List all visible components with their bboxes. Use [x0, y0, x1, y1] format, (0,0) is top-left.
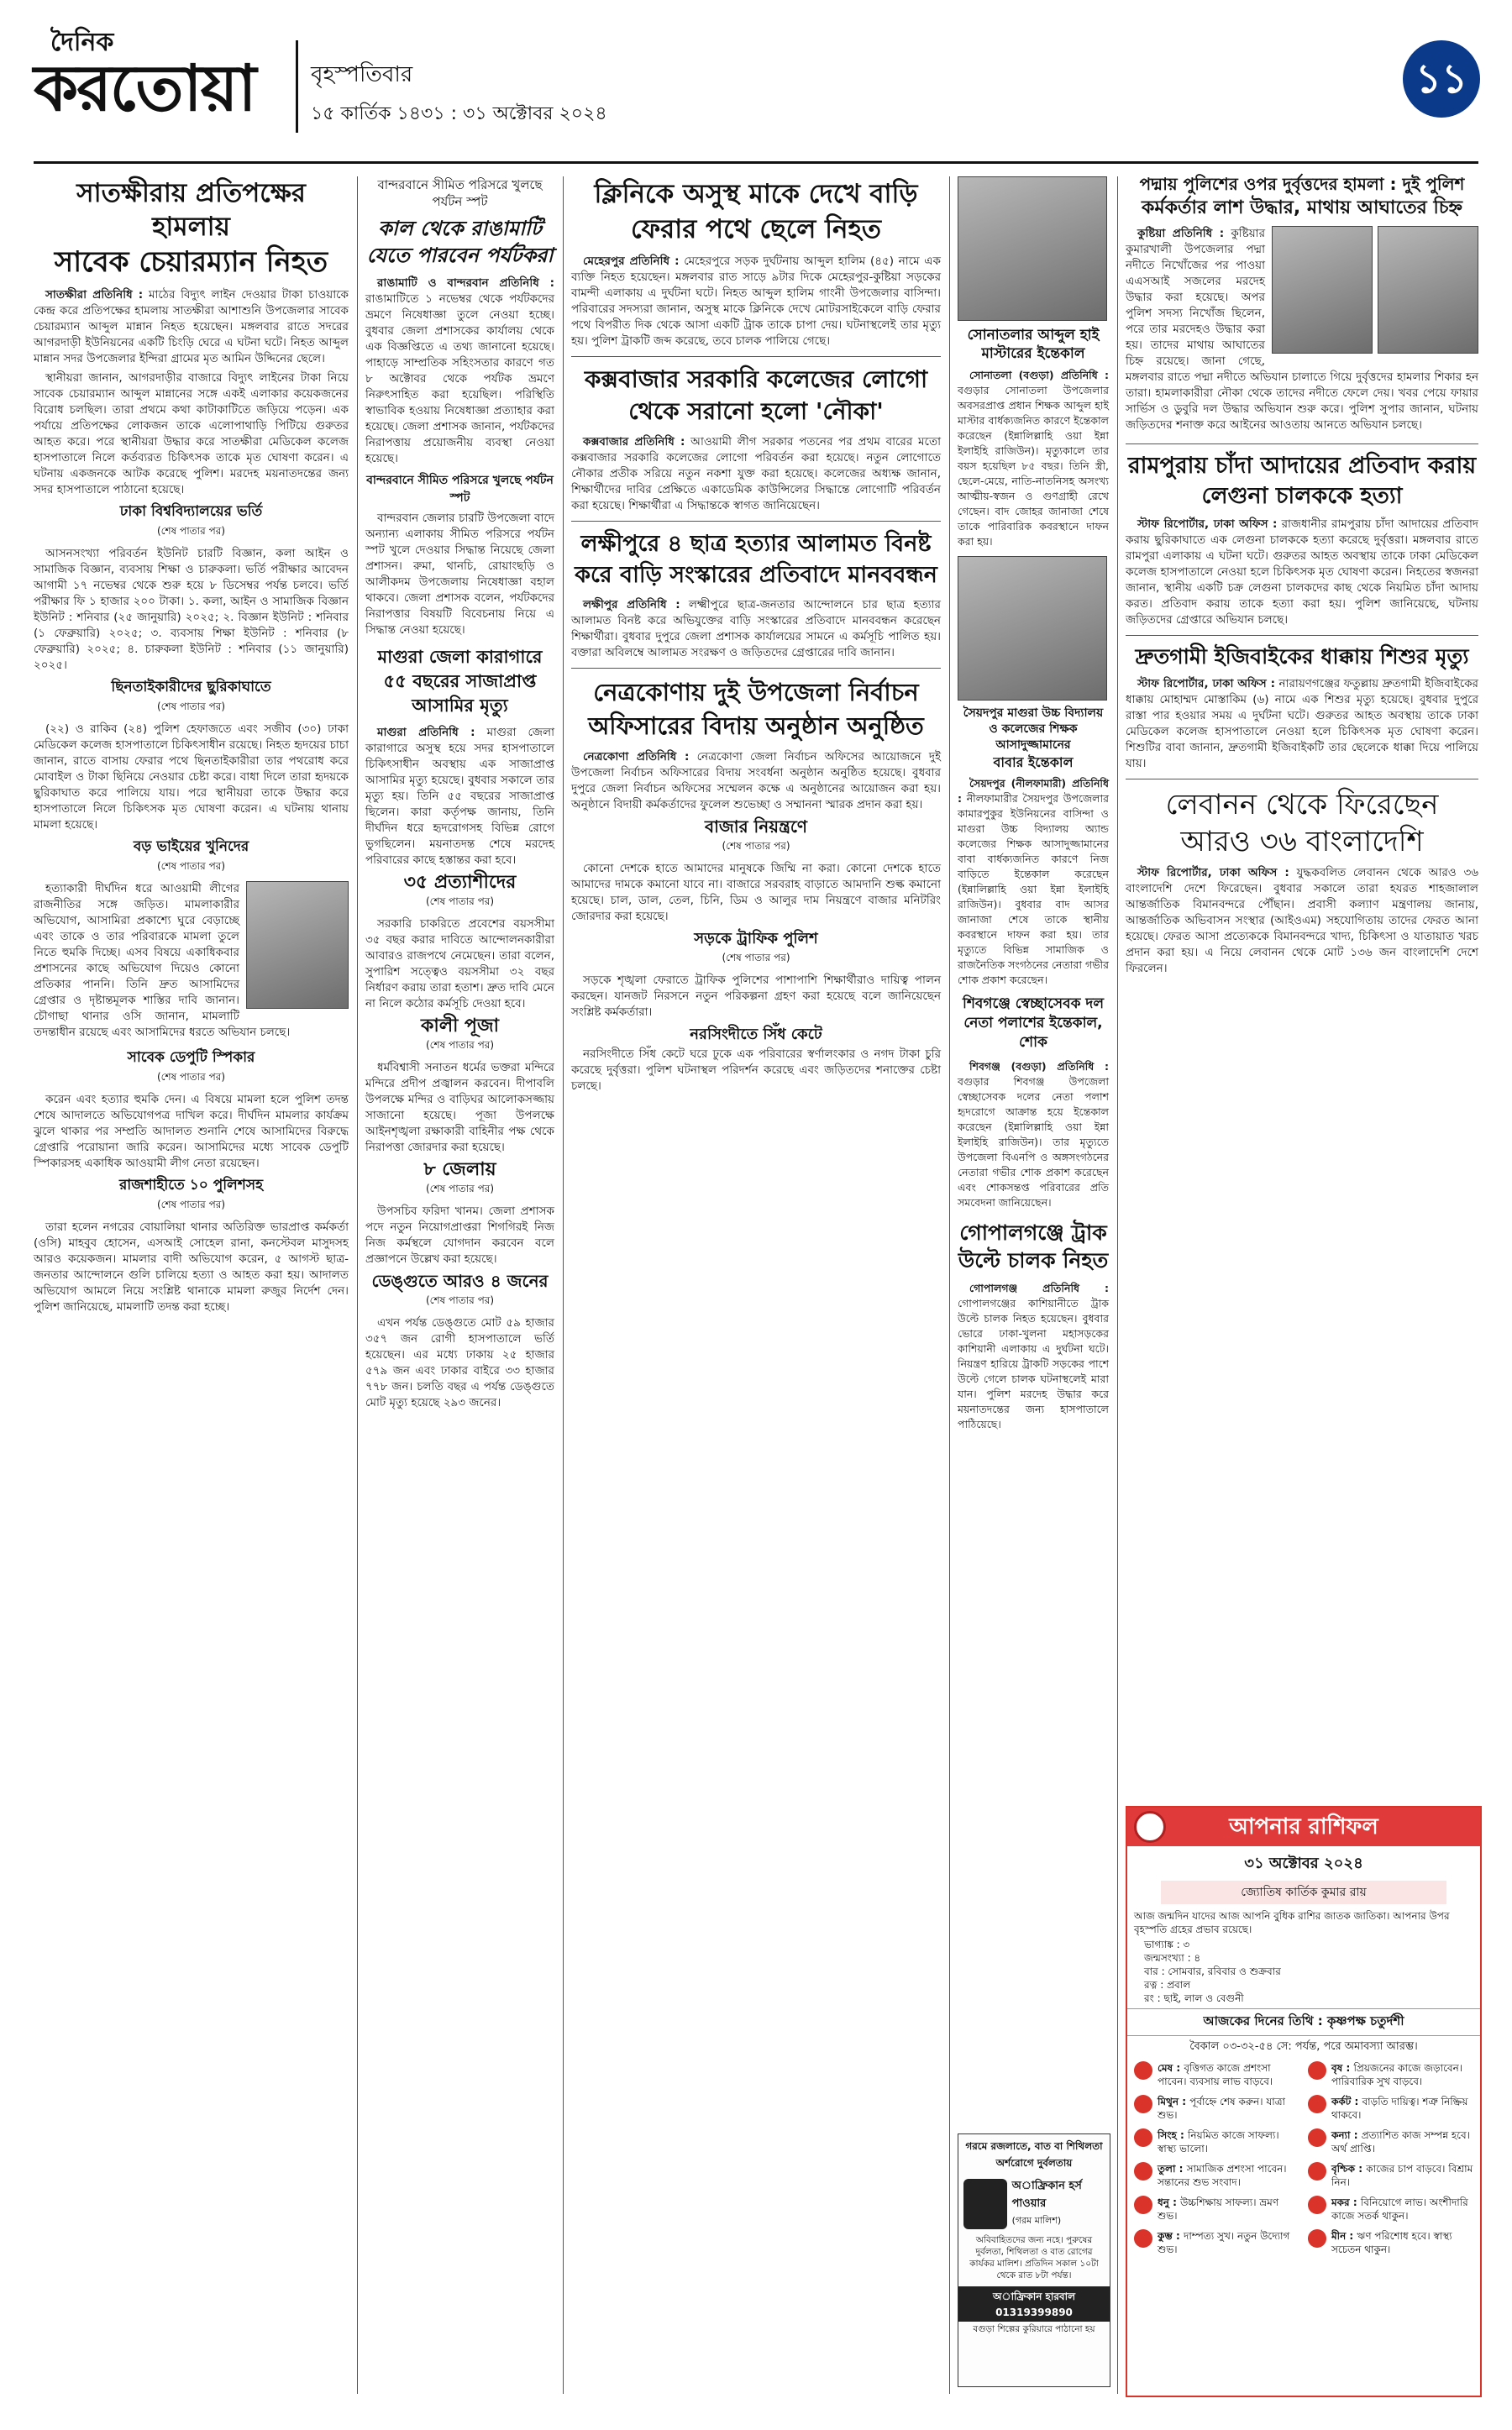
rashi-text	[1331, 2095, 1473, 2122]
byline: স্টাফ রিপোর্টার, ঢাকা অফিস :	[1137, 517, 1278, 531]
body-text: নীলফামারীর সৈয়দপুর উপজেলার কামারপুকুর ইউনিয়নের বাসিন্দা ও মাগুরা উচ্চ বিদ্যালয় অ্যান্ড কলেজের শিক্ষক আসাদুজ্জামানের বাবা বার্ধক্যজনিত কারণে নিজ বাড়িতে ইন্তেকাল করেছেন (ইন্নালিল্লাহি ওয়া ইন্না ইলাইহি রাজিউন)। বুধবার বাদ আসর জানাজা শেষে তাকে স্থানীয় কবরস্থানে দাফন করা হয়। তার মৃত্যুতে বিভিন্ন সামাজিক ও রাজনৈতিক সংগঠনের নেতারা গভীর শোক প্রকাশ করেছেন।	[958, 792, 1109, 986]
rashi-description: উচ্চশিক্ষায় সাফল্য। ভ্রমণ শুভ।	[1158, 2196, 1279, 2222]
headline-magura: মাগুরা জেলা কারাগারে ৫৫ বছরের সাজাপ্রাপ্ত আসামির মৃত্যু	[377, 647, 543, 716]
rashi-text	[1158, 2095, 1299, 2122]
ad-box	[958, 2133, 1110, 2387]
section-rule	[571, 356, 941, 357]
rashi-name: কুম্ভ :	[1158, 2230, 1184, 2242]
article-body	[34, 287, 349, 498]
rashi-text	[1158, 2128, 1299, 2155]
rashi-text	[1158, 2061, 1299, 2088]
horoscope-title: আপনার রাশিফল	[1229, 1814, 1378, 1840]
zodiac-sign-icon	[1308, 2229, 1326, 2248]
section-rule	[1126, 635, 1478, 636]
byline: গোপালগঞ্জ প্রতিনিধি :	[969, 1282, 1109, 1294]
body-text: করেন এবং হত্যার হুমকি দেন। এ বিষয়ে মামলা হলে পুলিশ তদন্ত শেষে আদালতে অভিযোগপত্র দাখিল করে। দীর্ঘদিন মামলার কার্যক্রম ঝুলে থাকার পর সম্প্রতি আদালত শুনানি শেষে আসামিদের বিরুদ্ধে গ্রেপ্তারি পরোয়ানা জারি করেন। আসামিদের মধ্যে সাবেক ডেপুটি স্পিকারসহ একাধিক আওয়ামী লীগ নেতা রয়েছেন।	[34, 1093, 349, 1170]
portrait-photo	[1378, 226, 1478, 354]
rashi-text	[1158, 2229, 1299, 2256]
horoscope-date: ৩১ অক্টোবর ২০২৪	[1244, 1855, 1363, 1872]
tithi-heading: আজকের দিনের তিথি : কৃষ্ণপক্ষ চতুর্দশী	[1127, 2008, 1480, 2036]
obituary-caption-2: মাস্টারের ইন্তেকাল	[981, 345, 1085, 362]
page-number	[1403, 40, 1480, 118]
body-text: নেত্রকোণা জেলা নির্বাচন অফিসের আয়োজনে দুই উপজেলা নির্বাচন অফিসারের বিদায় সংবর্ধনা অনুষ্ঠান অনুষ্ঠিত হয়েছে। বুধবার দুপুরে জেলা নির্বাচন অফিসের সম্মেলন কক্ষে এ অনুষ্ঠানের আয়োজন করা হয়। অনুষ্ঠানে বিদায়ী কর্মকর্তাদের ফুলেল শুভেচ্ছা ও সম্মাননা স্মারক প্রদান করা হয়।	[571, 750, 941, 811]
continued-note: (শেষ পাতার পর)	[156, 701, 226, 712]
horoscope-facts	[1127, 1938, 1480, 2008]
subhead-bhai: বড় ভাইয়ের খুনিদের	[133, 838, 249, 855]
horoscope-fact: ভাগ্যাঙ্ক : ৩	[1144, 1939, 1190, 1950]
body-text: (২২) ও রাকিব (২৪) পুলিশ হেফাজতে এবং সজীব (৩০) ঢাকা মেডিকেল কলেজ হাসপাতালে চিকিৎসাধীন রয়েছে। নিহত হৃদয়ের চাচা জানান, রাতে বাসায় ফেরার পথে ছিনতাইকারীরা তার পথরোধ করে মোবাইল ও টাকা ছিনিয়ে নেওয়ার চেষ্টা করে। বাধা দিলে তারা হৃদয়কে ছুরিকাঘাত করে পালিয়ে যায়। পরে স্থানীয়রা তাকে উদ্ধার করে হাসপাতালে নিলে চিকিৎসক মৃত ঘোষণা করেন। এ ঘটনায় থানায় মামলা হয়েছে।	[34, 722, 349, 832]
rashi-entry	[1134, 2162, 1299, 2189]
article-satkhira	[34, 176, 349, 1319]
headline-lebanon-2: আরও ৩৬ বাংলাদেশি	[1180, 825, 1424, 858]
zodiac-sign-icon	[1134, 2061, 1152, 2080]
column-rule	[563, 176, 564, 2394]
body-text: বগুড়ার সোনাতলা উপজেলার অবসরপ্রাপ্ত প্রধান শিক্ষক আব্দুল হাই মাস্টার বার্ধক্যজনিত কারণে ইন্তেকাল করেছেন (ইন্নালিল্লাহি ওয়া ইন্না ইলাইহি রাজিউন)। মৃত্যুকালে তার বয়স হয়েছিল ৮৫ বছর। তিনি স্ত্রী, ছেলে-মেয়ে, নাতি-নাতনিসহ অসংখ্য আত্মীয়-স্বজন ও গুণগ্রাহী রেখে গেছেন। বাদ জোহর জানাজা শেষে তাকে পারিবারিক কবরস্থানে দাফন করা হয়।	[958, 384, 1109, 548]
rashi-text	[1331, 2061, 1473, 2088]
article-rangamati	[365, 176, 554, 1414]
masthead-divider	[296, 40, 298, 133]
headline-lebanon-1: লেবানন থেকে ফিরেছেন	[1165, 788, 1439, 821]
subhead-deputy: সাবেক ডেপুটি স্পিকার	[127, 1049, 255, 1066]
rashi-text	[1331, 2162, 1473, 2189]
rashi-text	[1331, 2128, 1473, 2155]
subhead-bandarban: বান্দরবানে সীমিত পরিসরে খুলছে পর্যটন স্পট	[366, 474, 554, 505]
rashi-entry	[1308, 2061, 1473, 2088]
ad-product-name: অাফ্রিকান হর্স পাওয়ার	[1011, 2180, 1082, 2210]
masthead	[34, 15, 1478, 158]
headline-gopalganj: গোপালগঞ্জে ট্রাক উল্টে চালক নিহত	[958, 1220, 1109, 1273]
body-text: কুষ্টিয়ার কুমারখালী উপজেলার পদ্মা নদীতে নিখোঁজের পর পাওয়া এএসআই সজলের মরদেহ উদ্ধার করা হয়েছে। অপর পুলিশ সদস্য নিখোঁজ ছিলেন, পরে তার মরদেহও উদ্ধার করা হয়। তাদের মাথায় আঘাতের চিহ্ন রয়েছে। জানা গেছে, মঙ্গলবার রাতে পদ্মা নদীতে অভিযান চালাতে গিয়ে দুর্বৃত্তদের হামলার শিকার হন তারা। হামলাকারীরা নৌকা থেকে তাদের নদীতে ফেলে দেয়। খবর পেয়ে ফায়ার সার্ভিস ও ডুবুরি দল উদ্ধার অভিযান শুরু করে। পুলিশ সুপার জানান, ঘটনায় জড়িতদের শনাক্ত করে আইনের আওতায় আনতে অভিযান চলছে।	[1126, 227, 1478, 432]
continued-note: (শেষ পাতার পর)	[156, 860, 226, 872]
body-text: নরসিংদীতে সিঁধ কেটে ঘরে ঢুকে এক পরিবারের স্বর্ণালংকার ও নগদ টাকা চুরি করেছে দুর্বৃত্তরা। পুলিশ ঘটনাস্থল পরিদর্শন করেছে এবং জড়িতদের শনাক্তের চেষ্টা চলছে।	[571, 1047, 941, 1093]
ad-footer: বগুড়া শিল্পের কুরিয়ারে পাঠানো হয়	[973, 2324, 1095, 2334]
ad-product-sub: (গরম মালিশ)	[1011, 2215, 1062, 2226]
rashi-name: মিথুন :	[1158, 2096, 1190, 2107]
body-text: উপসচিব ফরিদা খানম। জেলা প্রশাসক পদে নতুন নিয়োগপ্রাপ্তরা শিগগিরই নিজ নিজ কর্মস্থলে যোগদান করবেন বলে প্রজ্ঞাপনে উল্লেখ করা হয়েছে।	[365, 1205, 554, 1266]
section-rule	[1126, 443, 1478, 444]
zodiac-sign-icon	[1134, 2095, 1152, 2113]
ad-description: অবিবাহিতদের জন্য নহে। পুরুষের দুর্বলতা, শিথিলতা ও বাত রোগের কার্যকর মালিশ। প্রতিদিন সকাল ১০টা থেকে রাত ৮টা পর্যন্ত।	[969, 2235, 1099, 2280]
body-text: এখন পর্যন্ত ডেঙ্গুতে মোট ৫৯ হাজার ৩৫৭ জন রোগী হাসপাতালে ভর্তি হয়েছেন। এর মধ্যে ঢাকায় ২৫ হাজার ৫৭৯ জন এবং ঢাকার বাইরে ৩৩ হাজার ৭৭৮ জন। চলতি বছর এ পর্যন্ত ডেঙ্গুতে মোট মৃত্যু হয়েছে ২৯৩ জনের।	[365, 1316, 554, 1409]
rashi-name: মকর :	[1331, 2196, 1361, 2208]
tithi-text: বৈকাল ০৩-৩২-৫৪ সে: পর্যন্ত, পরে অমাবস্যা আরম্ভ।	[1189, 2040, 1418, 2053]
byline: সাতক্ষীরা প্রতিনিধি :	[45, 288, 144, 302]
rashi-entry	[1134, 2128, 1299, 2155]
rashi-name: মীন :	[1331, 2230, 1357, 2242]
headline-kushtia-2: কর্মকর্তার লাশ উদ্ধার, মাথায় আঘাতের চিহ্ন	[1142, 197, 1462, 218]
ad-tagline-1: গরমে রজলাতে, বাত বা শিথিলতা	[965, 2140, 1103, 2152]
brand-small: দৈনিক	[50, 28, 114, 57]
headline-satkhira-2: সাবেক চেয়ারম্যান নিহত	[54, 245, 328, 279]
horoscope-fact: রত্ন : প্রবাল	[1144, 1979, 1191, 1991]
rashi-text	[1331, 2229, 1473, 2256]
body-text: মাঠের বিদ্যুৎ লাইন দেওয়ার টাকা চাওয়াকে কেন্দ্র করে প্রতিপক্ষের হামলায় সাতক্ষীরা আশাশুনি উপজেলার সাবেক চেয়ারম্যান আব্দুল মান্নান নিহত হয়েছেন। মঙ্গলবার রাতে সদরের আগরদাড়ী ইউনিয়নের একটি চিংড়ি ঘেরে এ ঘটনা ঘটে। নিহত আব্দুল মান্নান সদর উপজেলার ইন্দিরা গ্রামের মৃত আমিন উদ্দিনের ছেলে।	[34, 288, 349, 365]
portrait-photo	[958, 556, 1107, 701]
byline: কুষ্টিয়া প্রতিনিধি :	[1137, 227, 1225, 240]
rashi-description: বৃত্তিগত কাজে প্রশংসা পাবেন। ব্যবসায় লাভ বাড়বে।	[1158, 2062, 1273, 2087]
rashi-description: কাজের চাপ বাড়বে। বিশ্রাম নিন।	[1331, 2163, 1473, 2188]
rashi-description: বিনিয়োগে লাভ। অংশীদারি কাজে সতর্ক থাকুন।	[1331, 2196, 1468, 2222]
subhead-bazar: বাজার নিয়ন্ত্রণে	[704, 816, 808, 837]
body-text: সরকারি চাকরিতে প্রবেশের বয়সসীমা ৩৫ বছর করার দাবিতে আন্দোলনকারীরা আবারও রাজপথে নেমেছেন। তারা বলেন, সুপারিশ সত্ত্বেও বয়সসীমা ৩২ বছর নির্ধারণ করায় তারা হতাশ। দ্রুত দাবি মেনে না নিলে কঠোর কর্মসূচি দেওয়া হবে।	[365, 917, 554, 1010]
subhead-chinai: ছিনতাইকারীদের ছুরিকাঘাতে	[111, 679, 271, 695]
headline-easybike: দ্রুতগামী ইজিবাইকের ধাক্কায় শিশুর মৃত্যু	[1135, 644, 1469, 669]
rashi-text	[1331, 2196, 1473, 2223]
page-number-text: ১১	[1415, 55, 1468, 102]
byline: রাঙামাটি ও বান্দরবান প্রতিনিধি :	[377, 276, 554, 290]
headline-netrokona: নেত্রকোণায় দুই উপজেলা নির্বাচন অফিসারের বিদায় অনুষ্ঠান অনুষ্ঠিত	[588, 678, 924, 740]
obituary-caption-4: বাবার ইন্তেকাল	[993, 754, 1074, 770]
byline: স্টাফ রিপোর্টার, ঢাকা অফিস :	[1137, 866, 1289, 879]
rashi-entry	[1134, 2095, 1299, 2122]
continued-note: (শেষ পাতার পর)	[425, 895, 495, 907]
horoscope-fact: বার : সোমবার, রবিবার ও শুক্রবার	[1144, 1966, 1281, 1977]
zodiac-sign-icon	[1308, 2196, 1326, 2214]
body-text: কোনো দেশকে হাতে আমাদের মানুষকে জিম্মি না করা। কোনো দেশকে হাতে আমাদের দামকে কমানো যাবে না। বাজারে সরবরাহ বাড়াতে আমদানি শুল্ক কমানো হয়েছে। চাল, ডাল, তেল, চিনি, ডিম ও আলুর দাম নিয়ন্ত্রণে বাজার মনিটরিং জোরদার করা হয়েছে।	[571, 862, 941, 923]
rashi-entry	[1134, 2229, 1299, 2256]
rashi-description: প্রিয়জনের কাজে জড়াবেন। পারিবারিক সুখ বাড়বে।	[1331, 2062, 1463, 2087]
rashi-entry	[1308, 2095, 1473, 2122]
zodiac-sign-icon	[1134, 2128, 1152, 2147]
rashi-name: সিংহ :	[1158, 2129, 1188, 2141]
subhead-kali: কালী পূজা	[420, 1016, 500, 1037]
portrait-photo	[1272, 226, 1373, 354]
headline-rangamati: কাল থেকে রাঙামাটি যেতে পারবেন পর্যটকরা	[366, 217, 554, 267]
headline-meherpur: ক্লিনিকে অসুস্থ মাকে দেখে বাড়ি ফেরার পথে ছেলে নিহত	[594, 179, 918, 244]
zodiac-sign-icon	[1308, 2128, 1326, 2147]
subhead-traffic: সড়কে ট্রাফিক পুলিশ	[694, 930, 818, 947]
rashi-entry	[1308, 2229, 1473, 2256]
body-text: নারায়ণগঞ্জের ফতুল্লায় দ্রুতগামী ইজিবাইকের ধাক্কায় মোহাম্মদ মোস্তাকিম (৬) নামে এক শিশুর মৃত্যু হয়েছে। বুধবার দুপুরে রাস্তা পার হওয়ার সময় এ দুর্ঘটনা ঘটে। গুরুতর আহত অবস্থায় তাকে ঢাকা মেডিকেল কলেজ হাসপাতালে নেওয়া হলে চিকিৎসক মৃত ঘোষণা করেন। শিশুটির বাবা জানান, দ্রুতগামী ইজিবাইকটি তার ছেলেকে ধাক্কা দিয়ে পালিয়ে যায়।	[1126, 677, 1478, 770]
zodiac-sign-icon	[1134, 2229, 1152, 2248]
body-text: বগুড়ার শিবগঞ্জ উপজেলা স্বেচ্ছাসেবক দলের নেতা পলাশ হৃদরোগে আক্রান্ত হয়ে ইন্তেকাল করেছেন (ইন্নালিল্লাহি ওয়া ইন্না ইলাইহি রাজিউন)। তার মৃত্যুতে উপজেলা বিএনপি ও অঙ্গসংগঠনের নেতারা গভীর শোক প্রকাশ করেছেন এবং শোকসন্তপ্ত পরিবারের প্রতি সমবেদনা জানিয়েছেন।	[958, 1075, 1109, 1209]
subhead-dhaka: ঢাকা বিশ্ববিদ্যালয়ের ভর্তি	[119, 503, 263, 520]
byline: লক্ষীপুর প্রতিনিধি :	[583, 598, 680, 611]
headline-rampura-1: রামপুরায় চাঁদা আদায়ের প্রতিবাদ করায়	[1127, 453, 1477, 479]
body-text: বান্দরবান জেলার চারটি উপজেলা বাদে অন্যান্য এলাকায় সীমিত পরিসরে পর্যটন স্পট খুলে দেওয়ার সিদ্ধান্ত নিয়েছে জেলা প্রশাসন। রুমা, থানচি, রোয়াংছড়ি ও আলীকদম উপজেলায় নিষেধাজ্ঞা বহাল থাকবে। জেলা প্রশাসক বলেন, পর্যটকদের নিরাপত্তার বিষয়টি বিবেচনায় নিয়ে এ সিদ্ধান্ত নেওয়া হয়েছে।	[365, 512, 554, 637]
rashi-entry	[1308, 2196, 1473, 2223]
continued-note: (শেষ পাতার পর)	[156, 525, 226, 537]
obituary-caption-1: সোনাতলার আব্দুল হাই	[967, 327, 1100, 344]
zodiac-sign-icon	[1134, 2162, 1152, 2181]
rashi-name: ধনু :	[1158, 2196, 1181, 2208]
body-text: লক্ষ্মীপুরে ছাত্র-জনতার আন্দোলনে চার ছাত্র হত্যার আলামত বিনষ্ট করে অভিযুক্তের বাড়ি সংস্কারের প্রতিবাদে মানববন্ধন করেছেন শিক্ষার্থীরা। বুধবার দুপুরে জেলা প্রশাসক কার্যালয়ের সামনে এ কর্মসূচি পালিত হয়। বক্তারা অবিলম্বে আলামত সংরক্ষণ ও জড়িতদের গ্রেপ্তারের দাবি জানান।	[571, 598, 941, 659]
continued-note: (শেষ পাতার পর)	[722, 840, 790, 852]
horoscope-box	[1126, 1806, 1482, 2397]
pre-headline: বান্দরবানে সীমিত পরিসরে খুলছে পর্যটন স্পট	[377, 177, 543, 209]
continued-note: (শেষ পাতার পর)	[156, 1199, 226, 1210]
horoscope-intro: আজ জন্মদিন যাদের আজ আপনি বুধিক রাশির জাতক জাতিকা। আপনার উপর বৃহস্পতি গ্রহের প্রভাব রয়েছে।	[1134, 1910, 1450, 1935]
rashi-description: সামাজিক প্রশংসা পাবেন। সন্তানের শুভ সংবাদ।	[1158, 2163, 1287, 2188]
horoscope-title-bar	[1127, 1808, 1480, 1846]
byline: সৈয়দপুর (নীলফামারী) প্রতিনিধি :	[958, 777, 1109, 805]
horoscope-fact: জন্মসংখ্যা : ৪	[1144, 1952, 1201, 1964]
continued-note: (শেষ পাতার পর)	[722, 952, 790, 963]
subhead-8: ৮ জেলায়	[423, 1159, 496, 1180]
body-text: মাগুরা জেলা কারাগারে অসুস্থ হয়ে সদর হাসপাতালে চিকিৎসাধীন অবস্থায় এক সাজাপ্রাপ্ত আসামির মৃত্যু হয়েছে। বুধবার সকালে তার মৃত্যু হয়। তিনি ৫৫ বছরের সাজাপ্রাপ্ত ছিলেন। কারা কর্তৃপক্ষ জানায়, তিনি দীর্ঘদিন ধরে হৃদরোগসহ বিভিন্ন রোগে ভুগছিলেন। ময়নাতদন্ত শেষে মরদেহ পরিবারের কাছে হস্তান্তর করা হবে।	[365, 726, 554, 867]
ad-phone: অাফ্রিকান হারবাল 01319399890	[958, 2286, 1110, 2322]
headline-kushtia-1: পদ্মায় পুলিশের ওপর দুর্বৃত্তদের হামলা : দুই পুলিশ	[1139, 174, 1465, 194]
horoscope-fact: রং : ছাই, লাল ও বেগুনী	[1144, 1992, 1244, 2004]
rashi-name: বৃশ্চিক :	[1331, 2163, 1367, 2175]
rashi-text	[1158, 2196, 1299, 2223]
section-rule	[571, 521, 941, 522]
rashi-description: দাম্পত্য সুখ। নতুন উদ্যোগ শুভ।	[1158, 2230, 1290, 2255]
column-rule	[949, 176, 950, 2394]
rashi-name: কর্কট :	[1331, 2096, 1362, 2107]
column-rule	[1117, 176, 1118, 2394]
rashi-description: বাড়তি দায়িত্ব। শত্রু নিষ্ক্রিয় থাকবে।	[1331, 2096, 1468, 2121]
byline: মেহেরপুর প্রতিনিধি :	[583, 255, 680, 268]
rashi-description: নিয়মিত কাজে সাফল্য। স্বাস্থ্য ভালো।	[1158, 2129, 1279, 2154]
obituary-caption-3: সৈয়দপুর মাগুরা উচ্চ বিদ্যালয় ও কলেজের শিক্ষক আসাদুজ্জামানের	[963, 706, 1104, 752]
continued-note: (শেষ পাতার পর)	[425, 1183, 495, 1194]
article-meherpur	[571, 176, 941, 1098]
body-text: যুদ্ধকবলিত লেবানন থেকে আরও ৩৬ বাংলাদেশি দেশে ফিরেছেন। বুধবার সকালে তারা হযরত শাহজালাল আন্তর্জাতিক বিমানবন্দরে পৌঁছান। প্রবাসী কল্যাণ মন্ত্রণালয় জানায়, আন্তর্জাতিক অভিবাসন সংস্থার (আইওএম) সহযোগিতায় তাদের ফেরত আনা হয়েছে। ফেরত আসা প্রত্যেককে বিমানবন্দরে খাদ্য, চিকিৎসা ও যাতায়াত খরচ প্রদান করা হয়। এ নিয়ে লেবানন থেকে মোট ১৩৬ জন বাংলাদেশি দেশে ফিরলেন।	[1126, 866, 1479, 975]
zodiac-sign-icon	[1308, 2095, 1326, 2113]
weekday: বৃহস্পতিবার	[311, 62, 413, 87]
rashi-entry	[1308, 2128, 1473, 2155]
rashi-name: বৃষ :	[1331, 2062, 1354, 2074]
byline: সোনাতলা (বগুড়া) প্রতিনিধি :	[969, 369, 1109, 381]
continued-note: (শেষ পাতার পর)	[425, 1039, 495, 1051]
byline: শিবগঞ্জ (বগুড়া) প্রতিনিধি :	[969, 1060, 1109, 1073]
portrait-photo	[246, 881, 349, 1009]
continued-note: (শেষ পাতার পর)	[156, 1071, 226, 1083]
portrait-photo	[958, 176, 1107, 321]
masthead-rule	[34, 161, 1478, 164]
subhead-35: ৩৫ প্রত্যাশীদের	[403, 872, 517, 893]
subhead-narsingdi: নরসিংদীতে সিঁধ কেটে	[690, 1026, 822, 1043]
rashi-entry	[1134, 2196, 1299, 2223]
zodiac-sign-icon	[1308, 2061, 1326, 2080]
zodiac-sign-icon	[1134, 2196, 1152, 2214]
issue-date: ১৫ কার্তিক ১৪৩১ : ৩১ অক্টোবর ২০২৪	[311, 103, 607, 124]
continued-note: (শেষ পাতার পর)	[425, 1294, 495, 1306]
body-text: মেহেরপুরে সড়ক দুর্ঘটনায় আব্দুল হালিম (৪৫) নামে এক ব্যক্তি নিহত হয়েছেন। মঙ্গলবার রাত সাড়ে ৯টার দিকে মেহেরপুর-কুষ্টিয়া সড়কের বামন্দী এলাকায় এ দুর্ঘটনা ঘটে। নিহত আব্দুল হালিম গাংনী উপজেলার বাসিন্দা। পরিবারের সদস্যরা জানান, অসুস্থ মাকে ক্লিনিকে দেখে মোটরসাইকেলে বাড়ি ফেরার পথে বিপরীত দিক থেকে আসা একটি ট্রাক তাকে চাপা দেয়। ঘটনাস্থলেই তার মৃত্যু হয়। পুলিশ ট্রাকটি জব্দ করেছে, তবে চালক পালিয়ে গেছে।	[571, 255, 941, 348]
column-obituaries	[958, 176, 1109, 1435]
ad-tagline-2: অর্শরোগে দুর্বলতায়	[995, 2157, 1073, 2169]
zodiac-wheel-icon	[1134, 1811, 1166, 1843]
byline: স্টাফ রিপোর্টার, ঢাকা অফিস :	[1137, 677, 1275, 690]
body-text: স্থানীয়রা জানান, আগরদাড়ীর বাজারে বিদ্যুৎ লাইনের টাকা নিয়ে সাবেক চেয়ারম্যান আব্দুল মান্নানের সঙ্গে একই এলাকার কয়েকজনের বিরোধ চলছিল। তারা প্রথমে কথা কাটাকাটিতে জড়িয়ে পড়েন। এক পর্যায়ে প্রতিপক্ষের লোকজন তাকে এলোপাথাড়ি পিটিয়ে গুরুতর আহত করে। পরে স্থানীয়রা উদ্ধার করে সাতক্ষীরা মেডিকেল কলেজ হাসপাতালে নিলে কর্তব্যরত চিকিৎসক তাকে মৃত ঘোষণা করেন। এ ঘটনায় একজনকে আটক করেছে পুলিশ। মরদেহ ময়নাতদন্তের জন্য সদর হাসপাতালে পাঠানো হয়েছে।	[34, 371, 349, 496]
body-text: আসনসংখ্যা পরিবর্তন ইউনিট চারটি বিজ্ঞান, কলা আইন ও সামাজিক বিজ্ঞান, ব্যবসায় শিক্ষা ও চারুকলা। ভর্তি পরীক্ষার আবেদন আগামী ১৭ নভেম্বর থেকে শুরু হয়ে ৮ ডিসেম্বর পর্যন্ত চলবে। ভর্তি পরীক্ষার ফি ১ হাজার ২০০ টাকা। ১. কলা, আইন ও সামাজিক বিজ্ঞান ইউনিট : শনিবার (২৫ জানুয়ারি) ২০২৫; ২. বিজ্ঞান ইউনিট : শনিবার (১ ফেব্রুয়ারি) ২০২৫; ৩. ব্যবসায় শিক্ষা ইউনিট : শনিবার (৮ ফেব্রুয়ারি) ২০২৫; ৪. চারুকলা ইউনিট : শনিবার (১১ জানুয়ারি) ২০২৫।	[34, 547, 349, 672]
rashi-name: কন্যা :	[1331, 2129, 1362, 2141]
byline: মাগুরা প্রতিনিধি :	[377, 726, 475, 739]
section-rule	[571, 668, 941, 669]
body-text: রাঙামাটিতে ১ নভেম্বর থেকে পর্যটকদের ভ্রমণে নিষেধাজ্ঞা তুলে নেওয়া হচ্ছে। বুধবার জেলা প্রশাসকের কার্যালয় থেকে এক বিজ্ঞপ্তিতে এ তথ্য জানানো হয়েছে। পাহাড়ে সাম্প্রতিক সহিংসতার কারণে গত ৮ অক্টোবর থেকে পর্যটক ভ্রমণে নিরুৎসাহিত করা হয়েছিল। পরিস্থিতি স্বাভাবিক হওয়ায় নিষেধাজ্ঞা প্রত্যাহার করা হয়েছে। জেলা প্রশাসক জানান, পর্যটকদের নিরাপত্তায় প্রয়োজনীয় ব্যবস্থা নেওয়া হয়েছে।	[365, 292, 554, 465]
horoscope-author: জ্যোতিষ কার্তিক কুমার রায়	[1161, 1881, 1446, 1904]
subhead-rajshahi: রাজশাহীতে ১০ পুলিশসহ	[118, 1177, 264, 1194]
subhead-dengue: ডেঙ্গুতে আরও ৪ জনের	[371, 1271, 549, 1291]
headline-rampura-2: লেগুনা চালককে হত্যা	[1201, 483, 1403, 509]
horse-icon	[963, 2179, 1007, 2229]
column-rule	[357, 176, 358, 2394]
body-text: আওয়ামী লীগ সরকার পতনের পর প্রথম বারের মতো কক্সবাজার সরকারি কলেজের লোগো পরিবর্তন করা হয়েছে। নতুন লোগোতে নৌকার প্রতীক সরিয়ে নতুন নকশা যুক্ত করা হয়েছে। কলেজের অধ্যক্ষ জানান, শিক্ষার্থীদের দাবির প্রেক্ষিতে একাডেমিক কাউন্সিলের সিদ্ধান্তে লোগোটি পরিবর্তন করা হয়েছে। শিক্ষার্থীরা এ সিদ্ধান্তকে স্বাগত জানিয়েছেন।	[571, 435, 941, 512]
body-text: রাজধানীর রামপুরায় চাঁদা আদায়ের প্রতিবাদ করায় ছুরিকাঘাতে এক লেগুনা চালককে হত্যা করেছে দুর্বৃত্তরা। মঙ্গলবার রাতে রামপুরা এলাকায় এ ঘটনা ঘটে। গুরুতর আহত অবস্থায় তাকে ঢাকা মেডিকেল কলেজ হাসপাতালে নেওয়া হলে চিকিৎসক মৃত ঘোষণা করেন। নিহতের স্বজনরা জানান, স্থানীয় একটি চক্র লেগুনা চালকদের কাছ থেকে নিয়মিত চাঁদা আদায় করত। প্রতিবাদ করায় তাকে হত্যা করা হয়। পুলিশ জানিয়েছে, ঘটনায় জড়িতদের গ্রেপ্তারে অভিযান চলছে।	[1126, 517, 1478, 627]
body-text: ধর্মবিশ্বাসী সনাতন ধর্মের ভক্তরা মন্দিরে মন্দিরে প্রদীপ প্রজ্বালন করবেন। দীপাবলি উপলক্ষে মন্দির ও বাড়িঘর আলোকসজ্জায় সাজানো হয়েছে। পূজা উপলক্ষে আইনশৃঙ্খলা রক্ষাকারী বাহিনীর পক্ষ থেকে নিরাপত্তা জোরদার করা হয়েছে।	[365, 1061, 554, 1154]
body-text: গোপালগঞ্জের কাশিয়ানীতে ট্রাক উল্টে চালক নিহত হয়েছেন। বুধবার ভোরে ঢাকা-খুলনা মহাসড়কের কাশিয়ানী এলাকায় এ দুর্ঘটনা ঘটে। নিয়ন্ত্রণ হারিয়ে ট্রাকটি সড়কের পাশে উল্টে গেলে চালক ঘটনাস্থলেই মারা যান। পুলিশ মরদেহ উদ্ধার করে ময়নাতদন্তের জন্য হাসপাতালে পাঠিয়েছে।	[958, 1297, 1109, 1430]
byline: নেত্রকোণা প্রতিনিধি :	[583, 750, 690, 764]
headline-shibganj: শিবগঞ্জে স্বেচ্ছাসেবক দল নেতা পলাশের ইন্তেকাল, শোক	[963, 995, 1104, 1051]
rashi-name: মেষ :	[1158, 2062, 1184, 2074]
headline-lakshmipur: লক্ষীপুরে ৪ ছাত্র হত্যার আলামত বিনষ্ট করে বাড়ি সংস্কারের প্রতিবাদে মানববন্ধন	[575, 531, 937, 588]
body-text: সড়কে শৃঙ্খলা ফেরাতে ট্রাফিক পুলিশের পাশাপাশি শিক্ষার্থীরাও দায়িত্ব পালন করছেন। যানজট নিরসনে নতুন পরিকল্পনা গ্রহণ করা হয়েছে বলে জানিয়েছেন সংশ্লিষ্ট কর্মকর্তারা।	[571, 974, 941, 1019]
rashi-entry	[1134, 2061, 1299, 2088]
rashi-name: তুলা :	[1158, 2163, 1187, 2175]
rashi-grid	[1127, 2061, 1480, 2263]
rashi-text	[1158, 2162, 1299, 2189]
byline: কক্সবাজার প্রতিনিধি :	[583, 435, 685, 449]
body-text: তারা হলেন নগরের বোয়ালিয়া থানার অতিরিক্ত ভারপ্রাপ্ত কর্মকর্তা (ওসি) মাহবুব হোসেন, এসআই সোহেল রানা, কনস্টেবল মাসুদসহ আরও কয়েকজন। মামলার বাদী অভিযোগ করেন, ৫ আগস্ট ছাত্র-জনতার আন্দোলনে গুলি চালিয়ে হত্যা ও আহত করা হয়। আদালত অভিযোগ আমলে নিয়ে সংশ্লিষ্ট থানাকে মামলা রুজুর নির্দেশ দেন। পুলিশ জানিয়েছে, মামলাটি তদন্ত করা হচ্ছে।	[34, 1220, 349, 1314]
rashi-entry	[1308, 2162, 1473, 2189]
article-kushtia	[1126, 172, 1478, 980]
brand-logo: করতোয়া	[34, 50, 255, 125]
rashi-description: পূর্বাহ্নে শেষ করুন। যাত্রা শুভ।	[1158, 2096, 1286, 2121]
headline-coxsbazar: কক্সবাজার সরকারি কলেজের লোগো থেকে সরানো হলো 'নৌকা'	[584, 365, 928, 425]
rashi-description: ঋণ পরিশোধ হবে। স্বাস্থ্য সচেতন থাকুন।	[1331, 2230, 1452, 2255]
body-text: হত্যাকারী দীর্ঘদিন ধরে আওয়ামী লীগের রাজনীতির সঙ্গে জড়িত। মামলাকারীর অভিযোগ, আসামিরা প্রকাশ্যে ঘুরে বেড়াচ্ছে এবং তাকে ও তার পরিবারকে মামলা তুলে নিতে হুমকি দিচ্ছে। এসব বিষয়ে একাধিকবার প্রশাসনের কাছে অভিযোগ দিয়েও কোনো প্রতিকার পাননি। তিনি দ্রুত আসামিদের গ্রেপ্তার ও দৃষ্টান্তমূলক শাস্তির দাবি জানান। চৌগাছা থানার ওসি জানান, মামলাটি তদন্তাধীন রয়েছে এবং আসামিদের ধরতে অভিযান চলছে।	[34, 882, 291, 1039]
zodiac-sign-icon	[1308, 2162, 1326, 2181]
rashi-description: প্রত্যাশিত কাজ সম্পন্ন হবে। অর্থ প্রাপ্তি।	[1331, 2129, 1470, 2154]
headline-satkhira-1: সাতক্ষীরায় প্রতিপক্ষের হামলায়	[76, 178, 306, 242]
